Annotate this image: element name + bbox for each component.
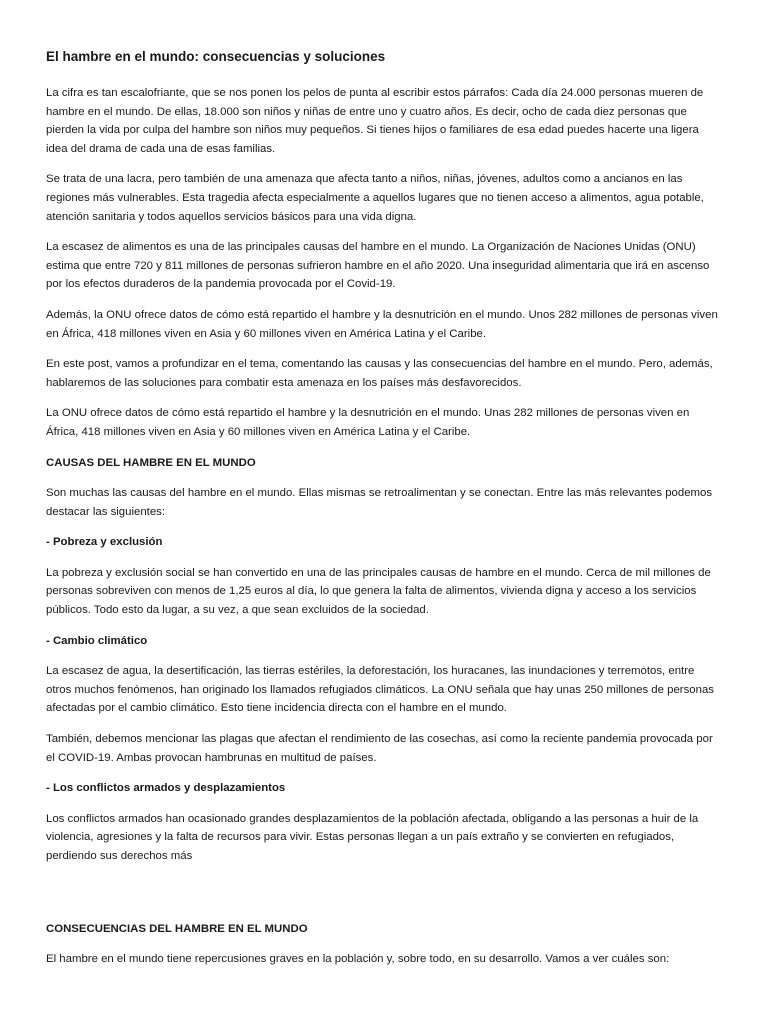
conflict-paragraph: Los conflictos armados han ocasionado grandes desplazamientos de la población afectada, obligando a las personas a huir de la violencia, agresiones y la falta de recursos para vivir. Estas personas llegan a un país extraño y se convierten en refugiados, perdiendo sus derechos más: [46, 812, 699, 862]
poverty-paragraph: La pobreza y exclusión social se han convertido en una de las principales causas de hambre en el mundo. Cerca de mil millones de personas sobreviven con menos de 1,25 euros al día, lo que genera la falta de alimentos, vivienda digna y acceso a los servicios públicos. Todo esto da lugar, a su vez, a que sean excluidos de la sociedad.: [46, 566, 711, 617]
section-spacer: [46, 878, 722, 920]
consequences-heading: CONSECUENCIAS DEL HAMBRE EN EL MUNDO: [46, 922, 308, 935]
climate-subheading: - Cambio climático: [46, 634, 148, 647]
climate-paragraph-1: La escasez de agua, la desertificación, las tierras estériles, la deforestación, los huracanes, las inundaciones y terremotos, entre otros muchos fenómenos, han originado los llamados refugiados climáticos. La ONU señala que hay unas 250 millones de personas afectadas por el cambio climático. Esto tiene incidencia directa con el hambre en el mundo.: [46, 665, 714, 715]
poverty-subheading: - Pobreza y exclusión: [46, 536, 163, 549]
climate-paragraph-2: También, debemos mencionar las plagas que afectan el rendimiento de las cosechas, así como la reciente pandemia provocada por el COVID-19. Ambas provocan hambrunas en multitud de países.: [46, 733, 713, 764]
intro-paragraph-1: La cifra es tan escalofriante, que se nos ponen los pelos de punta al escribir estos párrafos: Cada día 24.000 personas mueren de hambre en el mundo. De ellas, 18.000 son niños y niñas de entre uno y cuatro años. Es decir, ocho de cada diez personas que pierden la vida por culpa del hambre son niños muy pequeños. Si tienes hijos o familiares de esa edad puedes hacerte una ligera idea del drama de cada una de esas familias.: [46, 87, 704, 155]
causes-intro: Son muchas las causas del hambre en el mundo. Ellas mismas se retroalimentan y se conectan. Entre las más relevantes podemos destacar las siguientes:: [46, 487, 713, 518]
conflict-subheading: - Los conflictos armados y desplazamientos: [46, 782, 286, 795]
intro-paragraph-2: Se trata de una lacra, pero también de una amenaza que afecta tanto a niños, niñas, jóvenes, adultos como a ancianos en las regiones más vulnerables. Esta tragedia afecta especialmente a aquellos lugares que no tienen acceso a alimentos, agua potable, atención sanitaria y todos aquellos servicios básicos para una vida digna.: [46, 173, 704, 223]
consequences-intro: El hambre en el mundo tiene repercusiones graves en la población y, sobre todo, en su desarrollo. Vamos a ver cuáles son:: [46, 953, 670, 966]
intro-paragraph-6: La ONU ofrece datos de cómo está repartido el hambre y la desnutrición en el mundo. Unas 282 millones de personas viven en África, 418 millones viven en Asia y 60 millones viven en América Latina y el Caribe.: [46, 407, 690, 438]
causes-heading: CAUSAS DEL HAMBRE EN EL MUNDO: [46, 456, 256, 469]
intro-paragraph-4: Además, la ONU ofrece datos de cómo está repartido el hambre y la desnutrición en el mundo. Unos 282 millones de personas viven en África, 418 millones viven en Asia y 60 millones viven en América Latina y el Caribe.: [46, 308, 718, 340]
intro-paragraph-3: La escasez de alimentos es una de las principales causas del hambre en el mundo. La Organización de Naciones Unidas (ONU) estima que entre 720 y 811 millones de personas sufrieron hambre en el año 2020. Una inseguridad alimentaria que irá en ascenso por los efectos duraderos de la pandemia provocada por el Covid-19.: [46, 241, 710, 291]
document-title: El hambre en el mundo: consecuencias y soluciones: [46, 49, 386, 64]
intro-paragraph-5: En este post, vamos a profundizar en el tema, comentando las causas y las consecuencias del hambre en el mundo. Pero, además, hablaremos de las soluciones para combatir esta amenaza en los países más desfavorecidos.: [46, 358, 713, 389]
